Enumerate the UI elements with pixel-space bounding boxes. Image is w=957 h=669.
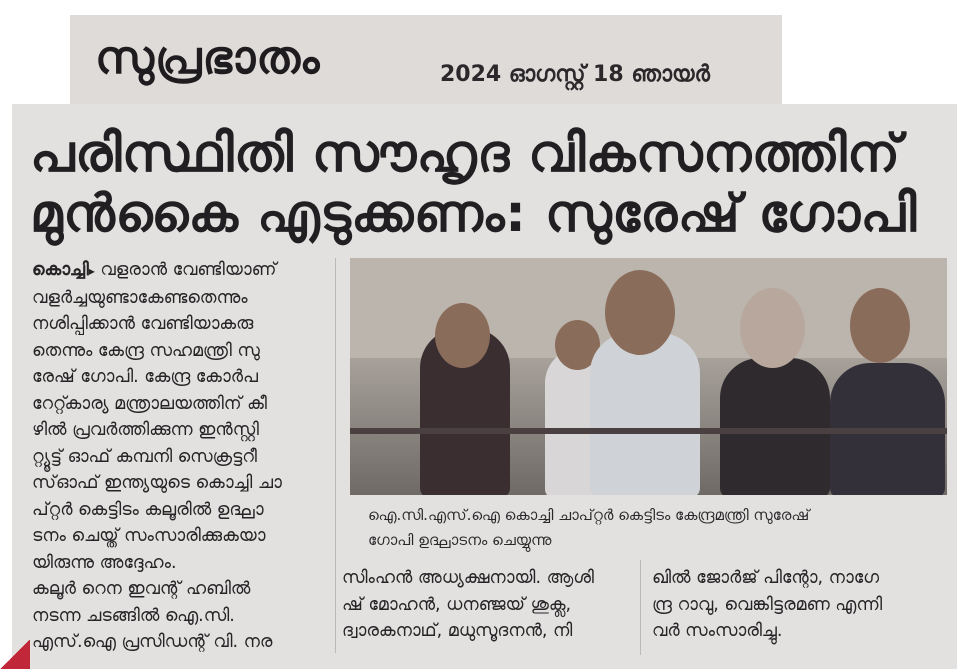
- newspaper-logo: സുപ്രഭാതം: [95, 30, 321, 84]
- article-column-1: [32, 257, 332, 656]
- article-line: ടനം ചെയ്ത് സംസാരിക്കുകയാ: [32, 526, 266, 546]
- article-line: റേറ്റ്കാര്യ മന്ത്രാലയത്തിന് കീ: [32, 393, 267, 414]
- photo-person: [720, 358, 830, 495]
- issue-date: 2024 ഓഗസ്റ്റ് 18 ഞായർ: [440, 62, 710, 87]
- article-line: പ്റ്റർ കെട്ടിടം കലൂരിൽ ഉദ്ഘാ: [32, 499, 264, 520]
- inauguration-ribbon: [350, 428, 947, 434]
- article-line: വളരാൻ വേണ്ടിയാണ്: [94, 260, 277, 280]
- article-line: എസ്.ഐ പ്രസിഡന്റ് വി. നര: [32, 632, 273, 652]
- news-photo: [350, 258, 947, 495]
- clipping-corner: [0, 640, 30, 669]
- article-line: ഴിൽ പ്രവർത്തിക്കുന്ന ഇൻസ്റ്റി: [32, 420, 259, 440]
- column-divider: [335, 258, 336, 653]
- article-line: നടന്ന ചടങ്ങിൽ ഐ.സി.: [32, 605, 235, 626]
- article-line: റ്റ്യൂട്ട് ഓഫ് കമ്പനി സെക്രട്ടറീ: [32, 446, 257, 467]
- article-line: സിംഹൻ അധ്യക്ഷനായി. ആശി: [342, 568, 594, 588]
- article-first-line: [32, 257, 332, 285]
- article-line: ഖിൽ ജോർജ് പിന്റോ, നാഗേ: [652, 568, 880, 588]
- caption-line: ഗോപി ഉദ്ഘാടനം ചെയ്യുന്നു: [368, 531, 552, 549]
- article-line: ദ്വാരകനാഥ്, മധുസൂദനൻ, നി: [342, 621, 573, 641]
- article-column-2: [342, 565, 627, 645]
- photo-person-center: [590, 333, 700, 495]
- photo-person-head: [850, 288, 910, 363]
- article-line: രേഷ് ഗോപി. കേന്ദ്ര കോർപ: [32, 367, 258, 387]
- article-line: വർ സംസാരിച്ചു.: [652, 621, 783, 641]
- article-line: യിരുന്നു അദ്ദേഹം.: [32, 552, 177, 573]
- article-line: കലൂർ റെന ഇവന്റ് ഹബിൽ: [32, 579, 251, 599]
- photo-caption: [368, 503, 928, 553]
- headline-line-2: മുൻകൈ എടുക്കണം: സുരേഷ് ഗോപി: [30, 184, 917, 244]
- photo-person-head: [740, 288, 805, 368]
- photo-person-head: [435, 303, 490, 368]
- headline-line-1: പരിസ്ഥിതി സൗഹൃദ വികസനത്തിന്: [30, 124, 901, 184]
- caption-line: ഐ.സി.എസ്.ഐ കൊച്ചി ചാപ്റ്റർ കെട്ടിടം കേന്ദ്രമന്ത്രി സുരേഷ്: [368, 506, 810, 524]
- article-line: ഷ് മോഹൻ, ധനഞ്ജയ് ശുക്ല,: [342, 594, 572, 615]
- article-line: സ്ഓഫ് ഇന്ത്യയുടെ കൊച്ചി ചാ: [32, 473, 282, 493]
- dateline-arrow-icon: ▸: [88, 264, 95, 278]
- dateline: കൊച്ചി: [32, 260, 89, 280]
- article-column-3: [652, 565, 942, 645]
- article-line: വളർച്ചയുണ്ടാകേണ്ടതെന്നും: [32, 287, 248, 308]
- photo-person-head: [605, 270, 675, 355]
- article-line: ന്ദ്ര റാവു, വെങ്കിട്ടരമണ എന്നി: [652, 594, 883, 615]
- article-line: തെന്നും കേന്ദ്ര സഹമന്ത്രി സു: [32, 340, 260, 361]
- column-divider: [640, 560, 641, 655]
- article-line: നശിപ്പിക്കാൻ വേണ്ടിയാകരു: [32, 314, 254, 334]
